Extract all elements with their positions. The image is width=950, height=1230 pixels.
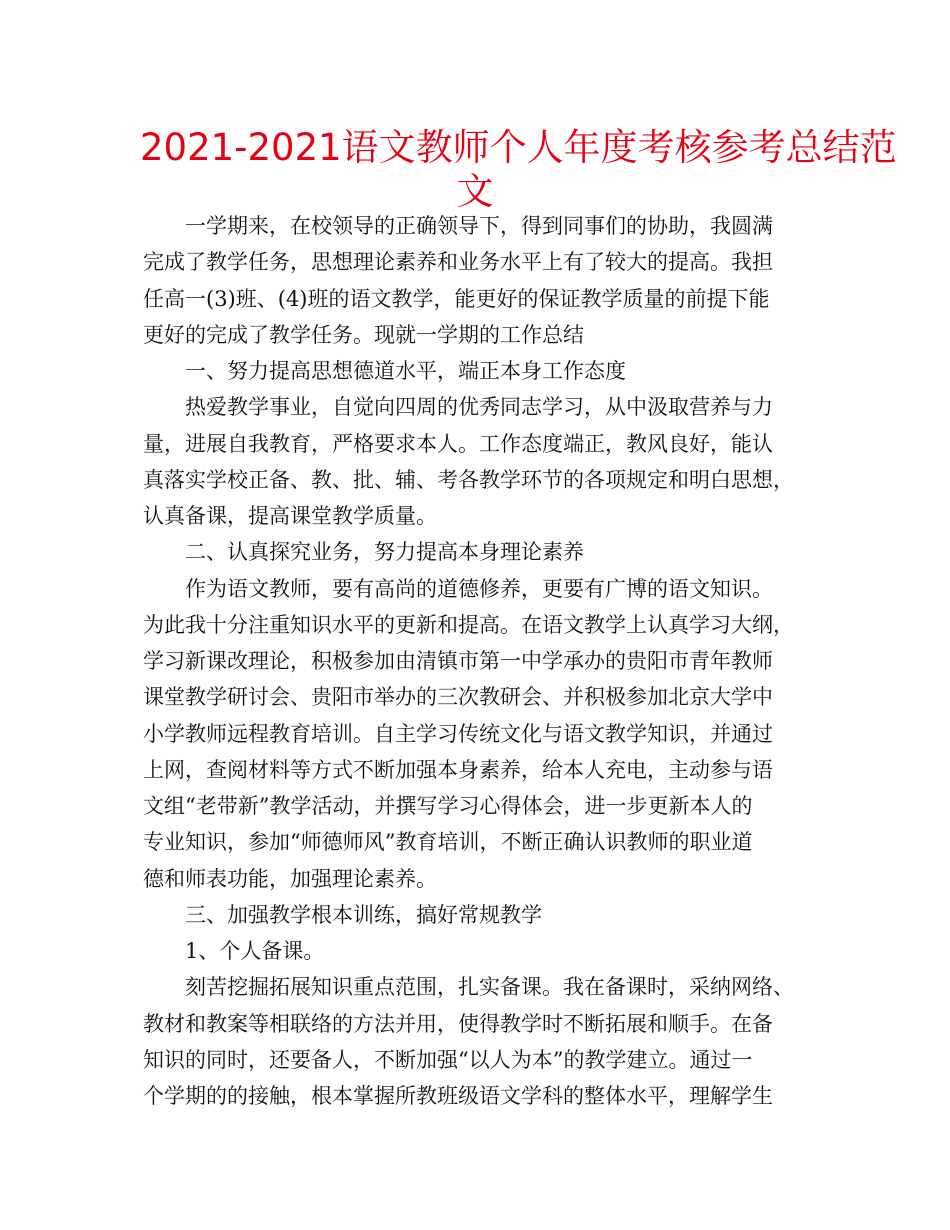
text-line: 德和师表功能，加强理论素养。 — [143, 866, 437, 891]
text-line: 一学期来，在校领导的正确领导下，得到同事们的协助，我圆满 — [185, 214, 773, 238]
text-line: 为此我十分注重知识水平的更新和提高。在语文教学上认真学习大纲， — [143, 612, 794, 637]
text-line: 热爱教学事业，自觉向四周的优秀同志学习，从中汲取营养与力 — [185, 395, 773, 420]
text-line: 真落实学校正备、教、批、辅、考各教学环节的各项规定和明白思想， — [143, 467, 794, 492]
text-line: 上网，查阅材料等方式不断加强本身素养，给本人充电，主动参与语 — [143, 757, 773, 782]
text-line: 教材和教案等相联络的方法并用，使得教学时不断拓展和顺手。在备 — [143, 1011, 773, 1036]
text-line: 认真备课，提高课堂教学质量。 — [143, 504, 437, 528]
text-line: 知识的同时，还要备人，不断加强“以人为本”的教学建立。通过一 — [143, 1047, 753, 1072]
text-line: 个学期的的接触，根本掌握所教班级语文学科的整体水平，理解学生 — [143, 1084, 773, 1108]
text-line: 文组“老带新”教学活动，并撰写学习心得体会，进一步更新本人的 — [143, 794, 753, 818]
text-line: 学习新课改理论，积极参加由清镇市第一中学承办的贵阳市青年教师 — [143, 649, 773, 673]
text-line: 二、认真探究业务，努力提高本身理论素养 — [185, 540, 584, 565]
text-line: 完成了教学任务，思想理论素养和业务水平上有了较大的提高。我担 — [143, 250, 773, 275]
text-line: 作为语文教师，要有高尚的道德修养，更要有广博的语文知识。 — [185, 576, 773, 601]
text-line: 1、个人备课。 — [185, 939, 325, 963]
text-line: 刻苦挖掘拓展知识重点范围，扎实备课。我在备课时，采纳网络、 — [185, 975, 794, 1000]
document-title-line-1: 2021-2021语文教师个人年度考核参考总结范 — [140, 126, 897, 169]
text-line: 更好的完成了教学任务。现就一学期的工作总结 — [143, 322, 584, 347]
document-title-line-2: 文 — [456, 170, 494, 213]
document-body — [143, 208, 833, 1114]
text-line: 小学教师远程教育培训。自主学习传统文化与语文教学知识，并通过 — [143, 721, 773, 746]
text-line: 一、努力提高思想德道水平，端正本身工作态度 — [185, 359, 626, 383]
text-line: 三、加强教学根本训练，搞好常规教学 — [185, 902, 542, 927]
text-line: 量，进展自我教育，严格要求本人。工作态度端正，教风良好，能认 — [143, 431, 773, 456]
text-line: 任高一(3)班、(4)班的语文教学，能更好的保证教学质量的前提下能 — [143, 286, 770, 311]
text-line: 专业知识，参加“师德师风”教育培训，不断正确认识教师的职业道 — [143, 830, 753, 855]
text-line: 课堂教学研讨会、贵阳市举办的三次教研会、并积极参加北京大学中 — [143, 685, 773, 710]
